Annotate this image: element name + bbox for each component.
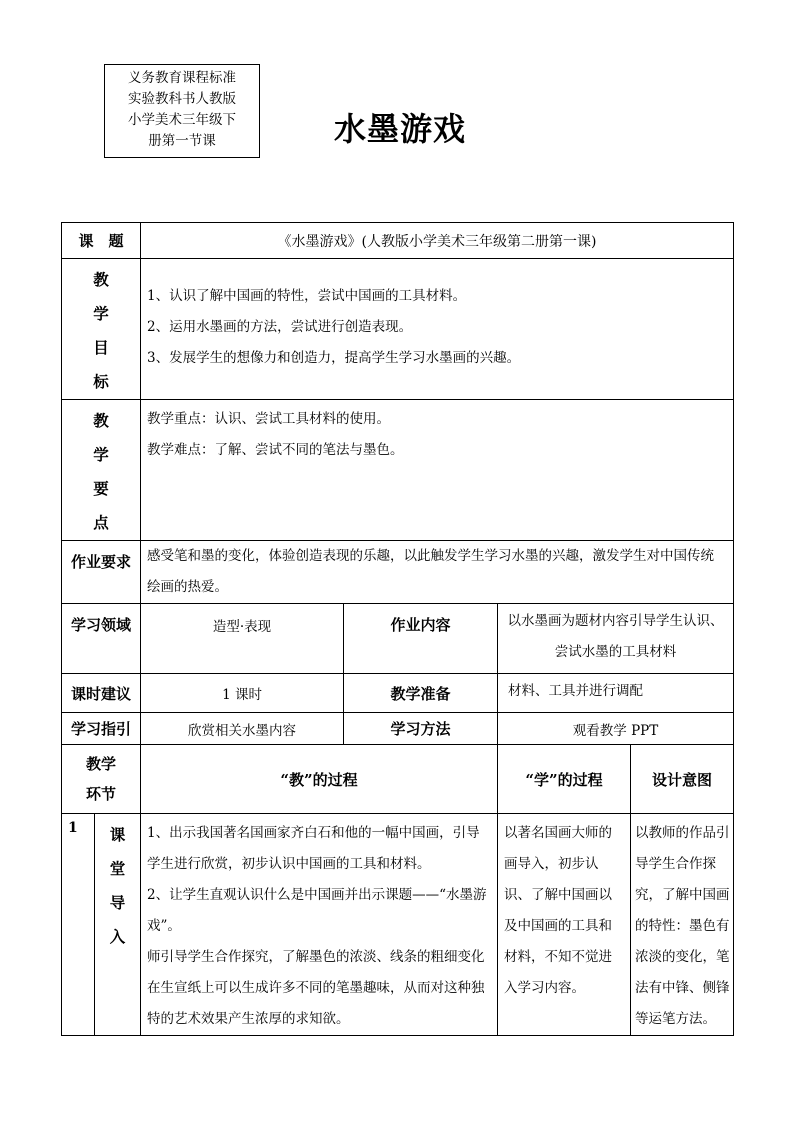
key-points-row: [62, 400, 734, 541]
teach-paragraph: 师引导学生合作探究，了解墨色的浓淡、线条的粗细变化在生宣纸上可以生成许多不同的笔墨趣味，从而对这种独特的艺术效果产生浓厚的求知欲。: [147, 949, 485, 1027]
course-info-line: 义务教育课程标准: [128, 70, 236, 86]
goals-row: [62, 259, 734, 400]
preparation-value: 材料、工具并进行调配: [498, 674, 734, 713]
homework-req-row: [62, 541, 734, 604]
topic-value: 《水墨游戏》(人教版小学美术三年级第二册第一课): [141, 223, 734, 259]
step-name: 课 堂 导 入: [95, 814, 141, 1036]
homework-req-value: 感受笔和墨的变化，体验创造表现的乐趣，以此触发学生学习水墨的兴趣，激发学生对中国传统绘画的热爱。: [141, 541, 734, 604]
key-points-content: [141, 400, 734, 541]
topic-label: 课 题: [62, 223, 141, 259]
course-info-line: 小学美术三年级下: [128, 112, 236, 128]
document-title: 水墨游戏: [333, 110, 466, 148]
lesson-plan-table: [61, 222, 734, 1036]
guide-row: [62, 713, 734, 745]
course-info-line: 册第一节课: [148, 133, 216, 149]
hours-row: [62, 674, 734, 713]
topic-row: [62, 223, 734, 259]
design-intent-content: 以教师的作品引导学生合作探究，了解中国画的特性：墨色有浓淡的变化，笔法有中锋、侧锋等运笔方法。: [631, 814, 734, 1036]
course-info-box: [104, 64, 260, 158]
hours-value: 1 课时: [141, 674, 344, 713]
homework-req-label: 作业要求: [62, 541, 141, 604]
goal-item: 2、运用水墨画的方法，尝试进行创造表现。: [147, 319, 413, 335]
stage-header: 教学 环节: [62, 745, 141, 814]
learn-process-header: “学”的过程: [498, 745, 631, 814]
design-intent-header: 设计意图: [631, 745, 734, 814]
teach-process-content: [141, 814, 498, 1036]
goals-content: [141, 259, 734, 400]
learn-process-content: 以著名国画大师的画导入，初步认识、了解中国画以及中国画的工具和材料，不知不觉进入学习内容。: [498, 814, 631, 1036]
teach-paragraph: 1、出示我国著名国画家齐白石和他的一幅中国画，引导学生进行欣赏，初步认识中国画的工具和材料。: [147, 825, 480, 872]
teach-process-header: “教”的过程: [141, 745, 498, 814]
step-row: [62, 814, 734, 1036]
method-value: 观看教学 PPT: [498, 713, 734, 745]
guide-value: 欣赏相关水墨内容: [141, 713, 344, 745]
domain-row: [62, 604, 734, 674]
goal-item: 3、发展学生的想像力和创造力，提高学生学习水墨画的兴趣。: [147, 350, 521, 366]
goals-label: 教 学 目 标: [62, 259, 141, 400]
key-points-label: 教 学 要 点: [62, 400, 141, 541]
preparation-label: 教学准备: [344, 674, 498, 713]
hours-label: 课时建议: [62, 674, 141, 713]
step-number: 1: [62, 814, 95, 1036]
teach-paragraph: 2、让学生直观认识什么是中国画并出示课题——“水墨游戏”。: [147, 887, 487, 934]
domain-value: 造型·表现: [141, 604, 344, 674]
domain-label: 学习领域: [62, 604, 141, 674]
method-label: 学习方法: [344, 713, 498, 745]
guide-label: 学习指引: [62, 713, 141, 745]
key-point-item: 教学重点：认识、尝试工具材料的使用。: [147, 411, 391, 427]
homework-content-value: 以水墨画为题材内容引导学生认识、尝试水墨的工具材料: [498, 604, 734, 674]
goal-item: 1、认识了解中国画的特性，尝试中国画的工具材料。: [147, 288, 467, 304]
homework-content-label: 作业内容: [344, 604, 498, 674]
course-info-line: 实验教科书人教版: [128, 91, 236, 107]
key-point-item: 教学难点：了解、尝试不同的笔法与墨色。: [147, 442, 404, 458]
process-header-row: [62, 745, 734, 814]
